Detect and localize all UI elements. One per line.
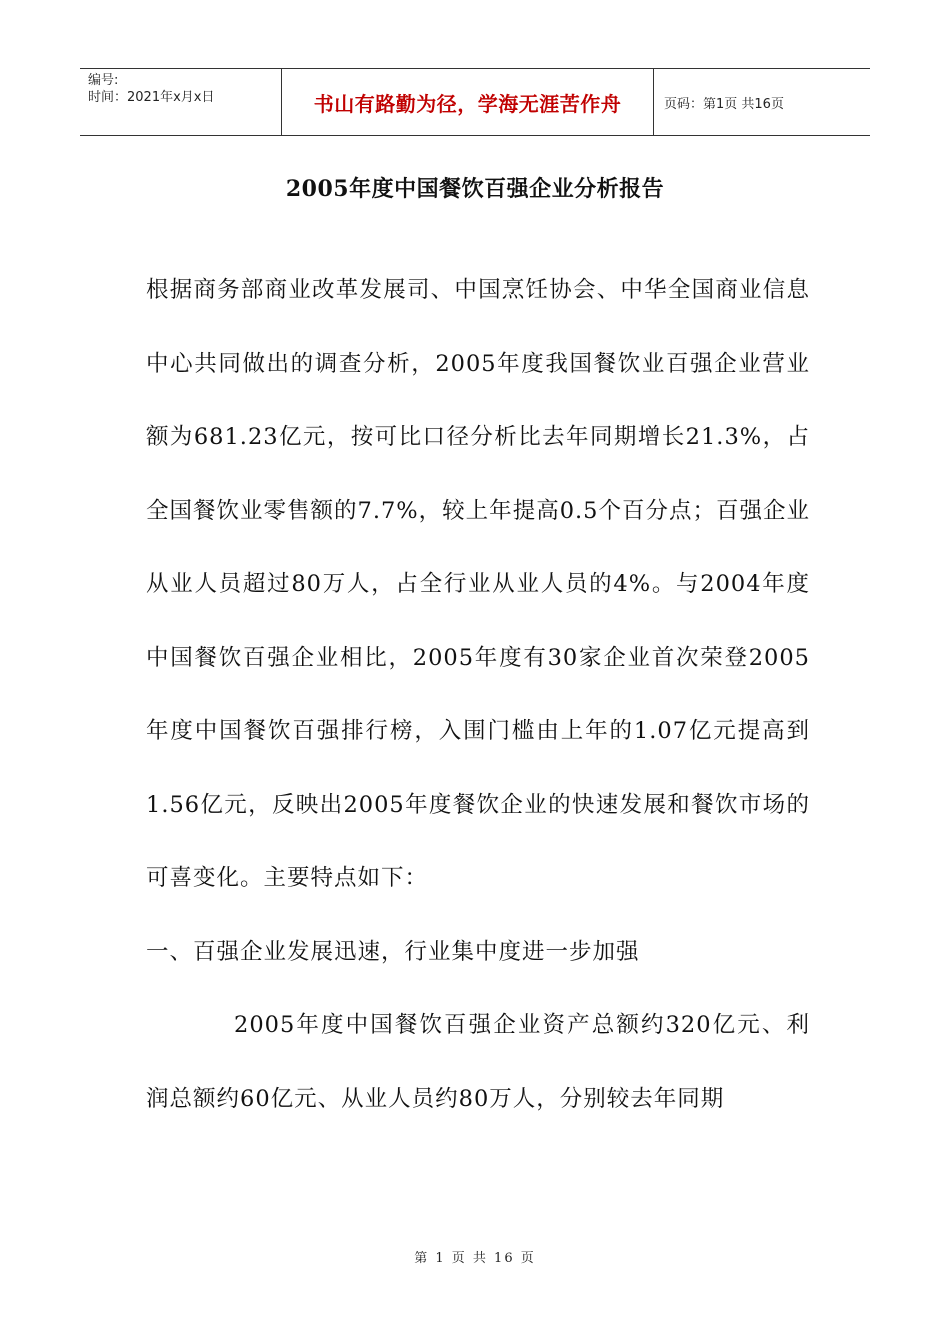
header-motto: 书山有路勤为径，学海无涯苦作舟 — [282, 69, 654, 135]
document-number-label: 编号: — [88, 73, 119, 88]
paragraph-section1: 2005年度中国餐饮百强企业资产总额约320亿元、利润总额约60亿元、从业人员约80万人，分别较去年同期 — [146, 1012, 810, 1112]
page-header — [80, 68, 870, 136]
document-body — [146, 254, 810, 1136]
page-footer: 第 1 页 共 16 页 — [414, 1251, 536, 1266]
header-page-info: 页码：第1页 共16页 — [664, 96, 784, 112]
paragraph-intro: 根据商务部商业改革发展司、中国烹饪协会、中华全国商业信息中心共同做出的调查分析，2005年度我国餐饮业百强企业营业额为681.23亿元，按可比口径分析比去年同期增长21.3%，占全国餐饮业零售额的7.7%，较上年提高0.5个百分点；百强企业从业人员超过80万人，占全行业从业人员的4%。与2004年度中国餐饮百强企业相比，2005年度有30家企业首次荣登2005年度中国餐饮百强排行榜，入围门槛由上年的1.07亿元提高到1.56亿元，反映出2005年度餐饮企业的快速发展和餐饮市场的可喜变化。主要特点如下： — [146, 277, 810, 891]
document-title: 2005年度中国餐饮百强企业分析报告 — [285, 176, 665, 202]
section-heading: 一、百强企业发展迅速，行业集中度进一步加强 — [146, 938, 640, 965]
document-date: 时间：2021年x月x日 — [88, 90, 215, 105]
header-meta — [80, 69, 282, 135]
